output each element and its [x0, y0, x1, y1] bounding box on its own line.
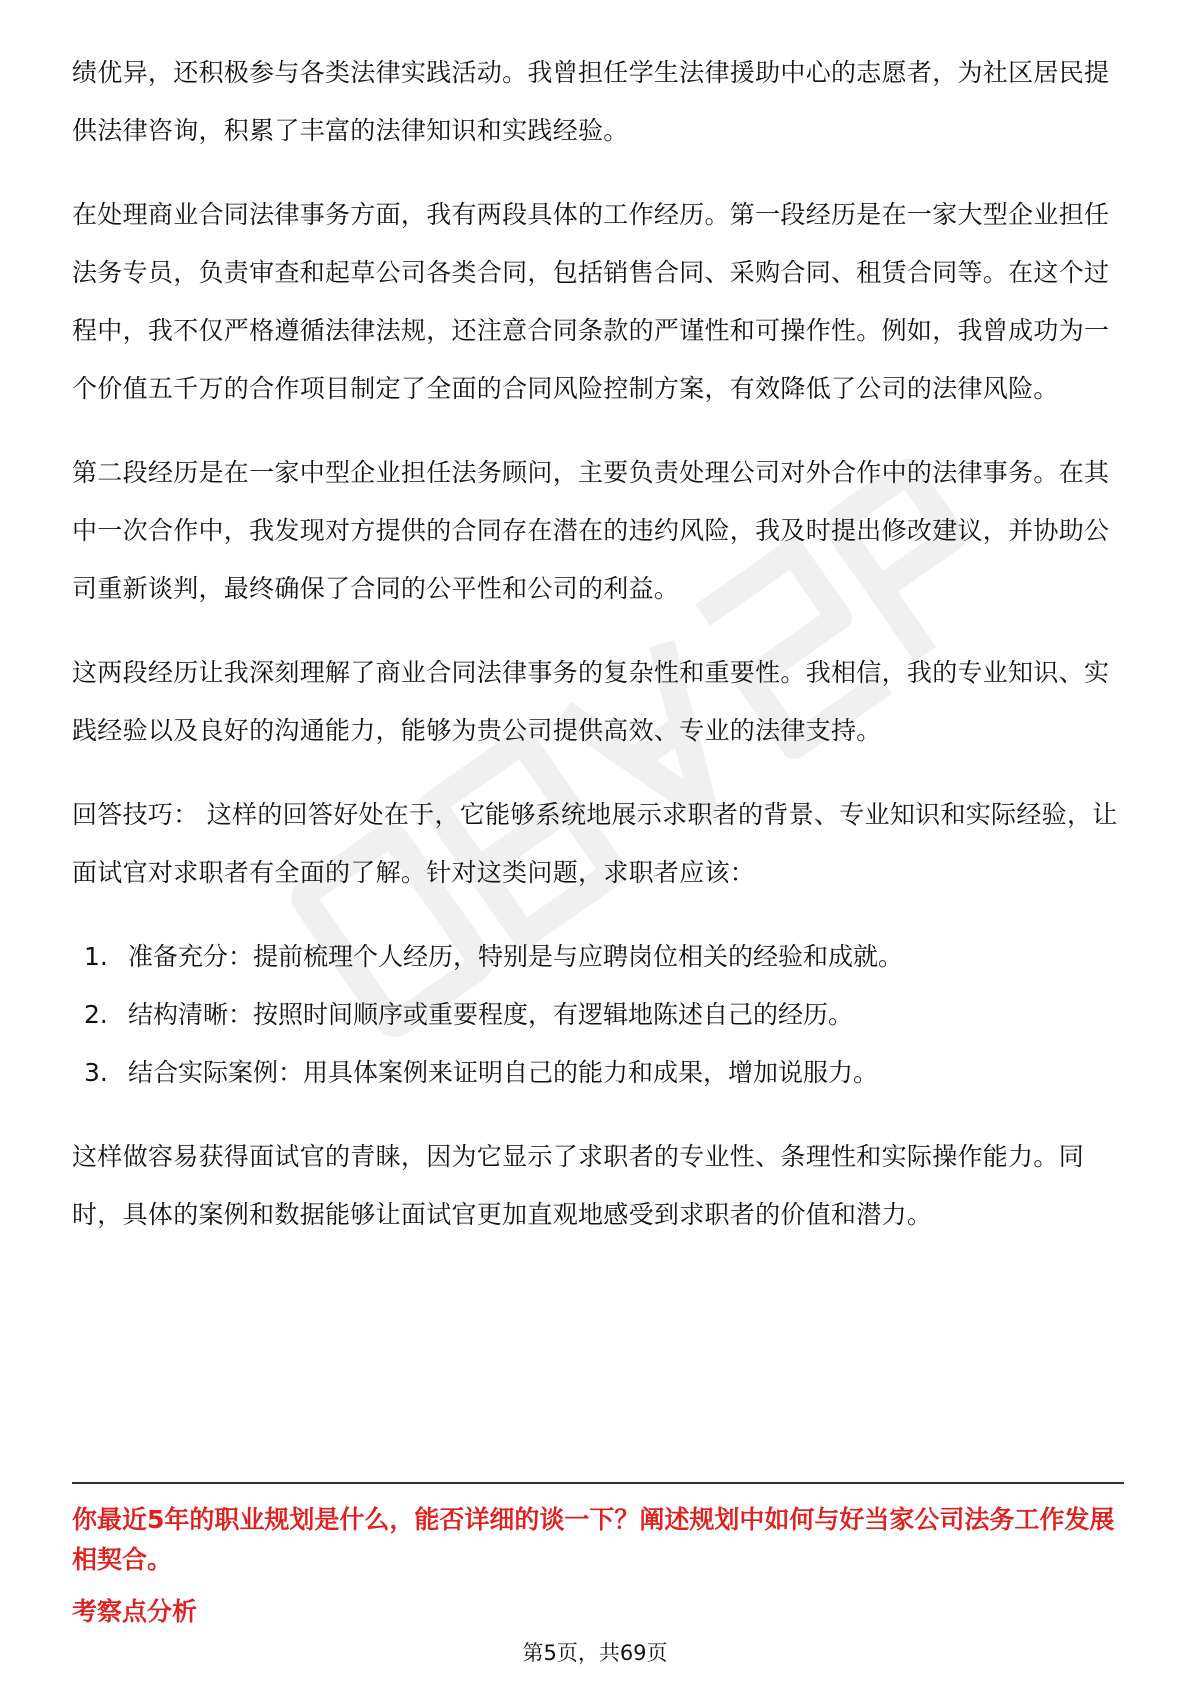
list-text: 准备充分：提前梳理个人经历，特别是与应聘岗位相关的经验和成就。	[128, 942, 904, 971]
list-number: 3.	[84, 1058, 108, 1087]
closing-paragraph: 这样做容易获得面试官的青睐，因为它显示了求职者的专业性、条理性和实际操作能力。同时，具体的案例和数据能够让面试官更加直观地感受到求职者的价值和潜力。	[72, 1142, 1085, 1229]
section-divider	[72, 1482, 1124, 1484]
next-question-heading: 你最近5年的职业规划是什么，能否详细的谈一下？阐述规划中如何与好当家公司法务工作发展相契合。	[72, 1505, 1115, 1574]
document-body	[72, 44, 1124, 1270]
list-item	[72, 1044, 1124, 1102]
list-text: 结合实际案例：用具体案例来证明自己的能力和成果，增加说服力。	[128, 1058, 879, 1087]
tips-list	[72, 928, 1124, 1102]
paragraph-3: 第二段经历是在一家中型企业担任法务顾问，主要负责处理公司对外合作中的法律事务。在其中一次合作中，我发现对方提供的合同存在潜在的违约风险，我及时提出修改建议，并协助公司重新谈判，最终确保了合同的公平性和公司的利益。	[72, 458, 1110, 603]
analysis-heading: 考察点分析	[72, 1597, 198, 1626]
list-item	[72, 986, 1124, 1044]
list-text: 结构清晰：按照时间顺序或重要程度，有逻辑地陈述自己的经历。	[128, 1000, 854, 1029]
page-number: 第5页，共69页	[522, 1641, 668, 1665]
paragraph-4: 这两段经历让我深刻理解了商业合同法律事务的复杂性和重要性。我相信，我的专业知识、实践经验以及良好的沟通能力，能够为贵公司提供高效、专业的法律支持。	[72, 658, 1110, 745]
paragraph-2: 在处理商业合同法律事务方面，我有两段具体的工作经历。第一段经历是在一家大型企业担任法务专员，负责审查和起草公司各类合同，包括销售合同、采购合同、租赁合同等。在这个过程中，我不仅严格遵循法律法规，还注意合同条款的严谨性和可操作性。例如，我曾成功为一个价值五千万的合作项目制定了全面的合同风险控制方案，有效降低了公司的法律风险。	[72, 200, 1110, 403]
paragraph-1: 绩优异，还积极参与各类法律实践活动。我曾担任学生法律援助中心的志愿者，为社区居民提供法律咨询，积累了丰富的法律知识和实践经验。	[72, 58, 1110, 145]
answer-tips-intro: 回答技巧： 这样的回答好处在于，它能够系统地展示求职者的背景、专业知识和实际经验，让面试官对求职者有全面的了解。针对这类问题，求职者应该：	[72, 800, 1118, 887]
list-item	[72, 928, 1124, 986]
list-number: 1.	[84, 942, 108, 971]
list-number: 2.	[84, 1000, 108, 1029]
